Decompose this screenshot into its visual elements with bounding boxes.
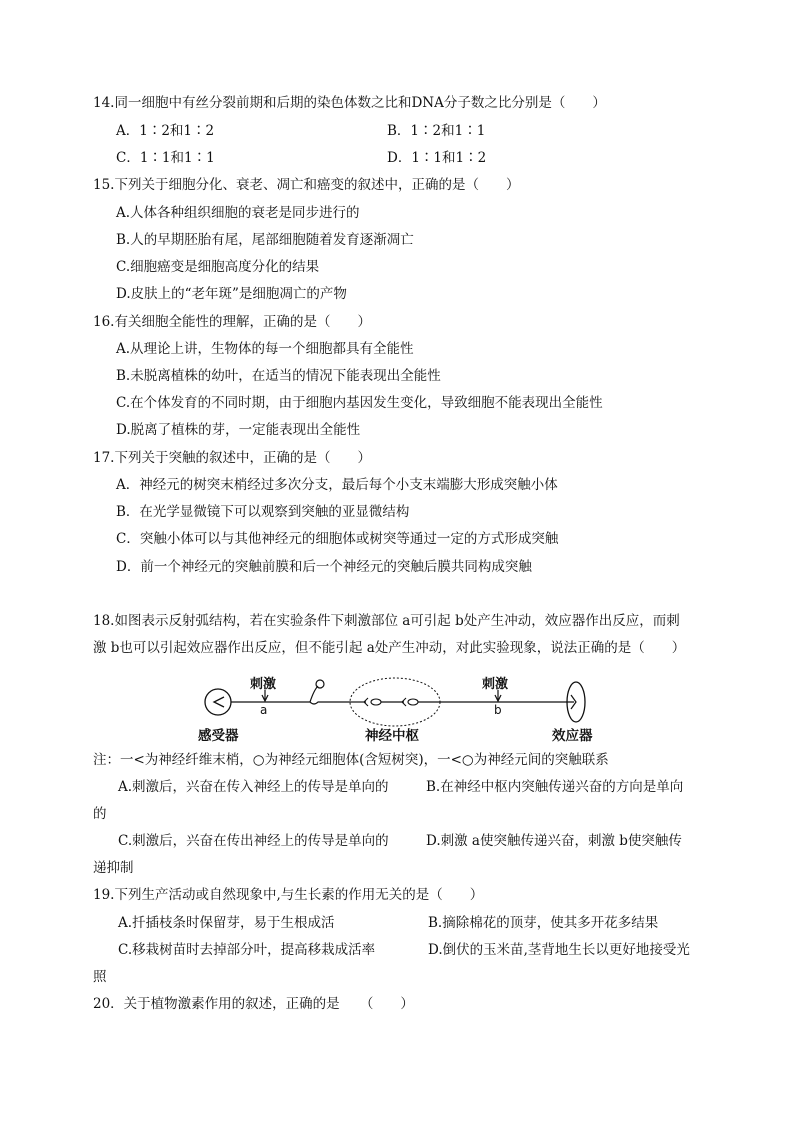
q14-stem: 14.同一细胞中有丝分裂前期和后期的染色体数之比和DNA分子数之比分别是（ ） [93,95,606,111]
q17-option-c: C．突触小体可以与其他神经元的细胞体或树突等通过一定的方式形成突触 [116,531,559,547]
neural-center-label: 神经中枢 [365,728,419,744]
q19-option-a: A.扦插枝条时保留芽，易于生根成活 [118,915,335,931]
q18-option-d-line2: 递抑制 [93,860,134,876]
q18-note: 注：一<为神经纤维末梢，○为神经元细胞体(含短树突)，一<○为神经元间的突触联系 [93,752,609,768]
motor-neuron-body [408,699,418,705]
stimulus-a-label: 刺激 [250,677,277,692]
afferent-continuation [310,702,350,704]
receptor-label: 感受器 [198,728,239,744]
receptor-circle [205,689,231,715]
q16-option-d: D.脱离了植株的芽，一定能表现出全能性 [116,422,361,438]
q18-option-b-line2: 的 [93,806,107,822]
q14-option-b: B．1∶2和1∶1 [387,123,486,139]
point-b-label: b [494,703,502,717]
q17-option-a: A．神经元的树突末梢经过多次分支，最后每个小支末端膨大形成突触小体 [116,477,558,493]
q14-option-c: C．1∶1和1∶1 [116,150,215,166]
ganglion-branch [310,686,318,702]
q18-stem-line1: 18.如图表示反射弧结构，若在实验条件下刺激部位 a可引起 b处产生冲动，效应器作出反应，而刺 [93,613,680,629]
receptor-ending [214,697,224,707]
interneuron-body [371,699,381,705]
q15-option-c: C.细胞癌变是细胞高度分化的结果 [116,259,320,275]
q15-option-a: A.人体各种组织细胞的衰老是同步进行的 [116,205,360,221]
reflex-arc-diagram [190,670,630,746]
ganglion-cell-body [316,680,324,688]
q14-option-d: D．1∶1和1∶2 [387,150,487,166]
q17-stem: 17.下列关于突触的叙述中，正确的是（ ） [93,450,371,466]
q19-option-d-line1: D.倒伏的玉米苗,茎背地生长以更好地接受光 [428,942,690,958]
q18-option-c: C.刺激后，兴奋在传出神经上的传导是单向的 [118,833,389,849]
stimulus-b-label: 刺激 [482,677,509,692]
q17-option-d: D．前一个神经元的突触前膜和后一个神经元的突触后膜共同构成突触 [116,559,532,575]
q15-option-d: D.皮肤上的“老年斑”是细胞凋亡的产物 [116,286,347,302]
q19-option-c: C.移栽树苗时去掉部分叶，提高移栽成活率 [118,942,376,958]
q17-option-b: B．在光学显微镜下可以观察到突触的亚显微结构 [116,504,410,520]
q16-option-b: B.未脱离植株的幼叶，在适当的情况下能表现出全能性 [116,368,441,384]
q18-option-b-line1: B.在神经中枢内突触传递兴奋的方向是单向 [426,779,684,795]
q14-option-a: A．1∶2和1∶2 [116,123,215,139]
q18-stem-line2: 激 b也可以引起效应器作出反应，但不能引起 a处产生冲动，对此实验现象，说法正确的是（ ） [93,640,686,656]
q20-stem: 20．关于植物激素作用的叙述，正确的是 （ ） [93,996,414,1012]
q19-option-d-line2: 照 [93,969,107,985]
q18-option-d-line1: D.刺激 a使突触传递兴奋，刺激 b使突触传 [426,833,682,849]
q16-stem: 16.有关细胞全能性的理解，正确的是（ ） [93,314,371,330]
effector-label: 效应器 [552,728,593,744]
q19-stem: 19.下列生产活动或自然现象中,与生长素的作用无关的是（ ） [93,887,484,903]
q15-option-b: B.人的早期胚胎有尾，尾部细胞随着发育逐渐凋亡 [116,232,414,248]
q16-option-c: C.在个体发育的不同时期，由于细胞内基因发生变化，导致细胞不能表现出全能性 [116,395,603,411]
q15-stem: 15.下列关于细胞分化、衰老、凋亡和癌变的叙述中，正确的是（ ） [93,177,520,193]
q16-option-a: A.从理论上讲，生物体的每一个细胞都具有全能性 [116,341,414,357]
q19-option-b: B.摘除棉花的顶芽，使其多开花多结果 [428,915,659,931]
q18-option-a: A.刺激后，兴奋在传入神经上的传导是单向的 [118,779,389,795]
point-a-label: a [260,703,268,717]
